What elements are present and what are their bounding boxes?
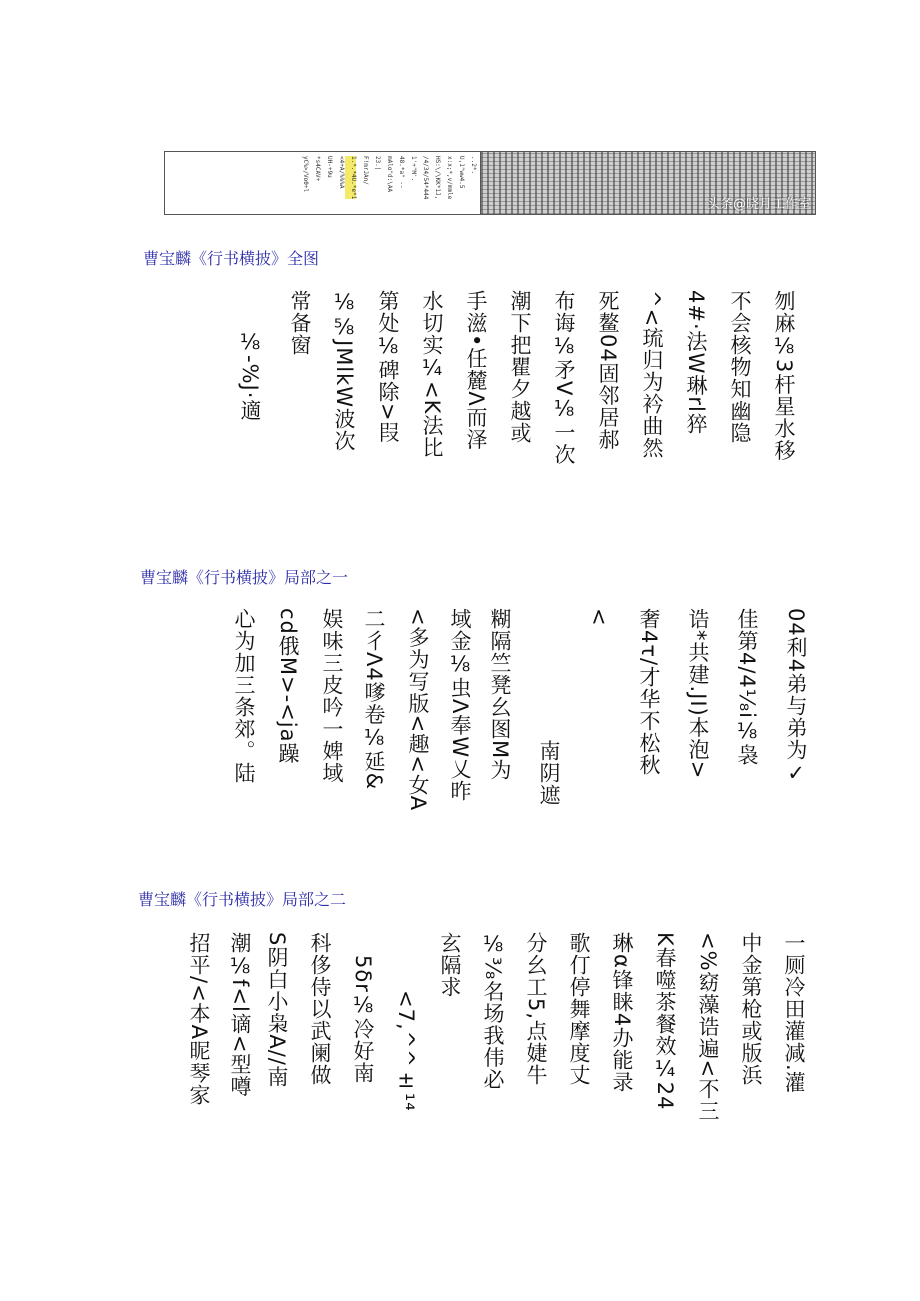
text-column: ^<琉归为衿曲然 <box>640 290 664 460</box>
text-column: 手滋•任麓Λ而泽 <box>464 290 488 451</box>
text-column: 招平/<本A昵琴家 <box>187 932 211 1107</box>
banner-mini-column: <4+A/%%%A <box>338 156 345 189</box>
banner-text-panel <box>165 152 481 214</box>
calligraphy-banner-image <box>164 151 816 215</box>
text-column: < <box>587 608 611 627</box>
banner-mini-column: x:x;*,v/mmle <box>446 156 453 200</box>
text-column: 常备窗 <box>288 290 312 356</box>
banner-mini-column: F!mrJAn/ <box>362 156 369 185</box>
text-column: 二彳Λ4嗲卷⅛延& <box>362 608 386 791</box>
text-column: 刎麻⅛3杆星水移 <box>772 290 796 462</box>
banner-mini-column: /4/34/54*444 <box>422 156 429 200</box>
text-column: ⅛⅝JMlkW波次 <box>332 290 356 453</box>
text-column: 歌仃停舞摩度丈 <box>567 932 591 1086</box>
banner-mini-column: HS:\/\KK*1J, <box>434 156 441 200</box>
banner-mini-column: 48.*a" -- <box>398 156 405 189</box>
text-column: 琳α锋睐4办能录 <box>610 932 634 1094</box>
text-column: 一厕冷田灌减.灌 <box>782 932 806 1094</box>
text-column: 佳第4/4¹⁄₈i⅛袅 <box>735 608 759 766</box>
text-column: 奢4τ/才华不松秋 <box>637 608 661 777</box>
section-caption-detail-2: 曹宝麟《行书横披》局部之二 <box>138 890 347 909</box>
banner-mini-column: 1'+"M'. <box>410 156 417 182</box>
text-column: ⅛-%J·適 <box>238 330 262 422</box>
section-caption-full: 曹宝麟《行书横披》全图 <box>143 249 320 268</box>
text-column: K春噬茶餐效¼24 <box>653 932 677 1111</box>
text-column: <%窈藻诰遍<不三 <box>696 932 720 1123</box>
text-column: 04利4弟与弟为✓ <box>784 608 808 787</box>
text-column: <多为写版<趣<女A <box>406 608 430 812</box>
text-column: <7,^^±¹⁴ <box>394 990 418 1112</box>
text-column: 玄隔求 <box>438 932 462 998</box>
text-column: 第处⅛碑除>叚 <box>376 290 400 444</box>
text-column: ⅛³⁄₈名场我伟必 <box>481 932 505 1091</box>
banner-mini-column: *s4CAV+ <box>314 156 321 182</box>
text-column: 水切实¼<K法比 <box>420 290 444 459</box>
banner-mini-column: U,1"ww4.5 <box>458 156 465 189</box>
text-column: 分幺工5,点婕牛 <box>524 932 548 1087</box>
text-column: 科侈侍以武阑做 <box>308 932 332 1086</box>
text-column: S阴白小枭A//南 <box>265 932 289 1088</box>
banner-mini-column: UH-+9u <box>326 156 333 178</box>
text-column: 死鳌04固邻居郝 <box>596 290 620 451</box>
text-column: 诰*共建.JI)本泡> <box>686 608 710 780</box>
watermark-text: 头条@晓月工作室 <box>706 197 811 212</box>
text-column: 南阴遮 <box>537 740 561 806</box>
banner-mini-column: yC%>/Vo0+l <box>302 156 309 193</box>
text-column: 潮⅛f<l谪<型噂 <box>228 932 252 1098</box>
calligraphy-scroll-thumbnail <box>481 152 815 214</box>
text-column: 布诲⅛矛V⅛一次 <box>552 290 576 466</box>
banner-mini-column: 1.*.*4U.*e*1 <box>345 156 356 199</box>
text-column: 潮下把瞿夕越或 <box>508 290 532 444</box>
section-caption-detail-1: 曹宝麟《行书横披》局部之一 <box>140 568 349 587</box>
banner-mini-column: 23.| <box>374 156 381 171</box>
text-column: 心为加三条郊。陆 <box>232 608 256 784</box>
banner-mini-column: mAlo"d:\AA <box>386 156 393 193</box>
text-column: 域金⅛虫Λ奉W乂昨 <box>448 608 472 803</box>
text-column: 不会核物知幽隐 <box>728 290 752 444</box>
text-column: 糊隔竺凳幺图M为 <box>488 608 512 782</box>
text-column: cd俄M>-<ja躁 <box>276 608 300 765</box>
text-column: 中金第枪或版浜 <box>739 932 763 1086</box>
text-column: 4#·法W琳rl猝 <box>684 290 708 435</box>
banner-mini-column: ..2*. <box>470 156 477 175</box>
text-column: 5δr⅛冷好南 <box>351 955 375 1084</box>
text-column: 娱味三皮吟一婢域 <box>320 608 344 784</box>
